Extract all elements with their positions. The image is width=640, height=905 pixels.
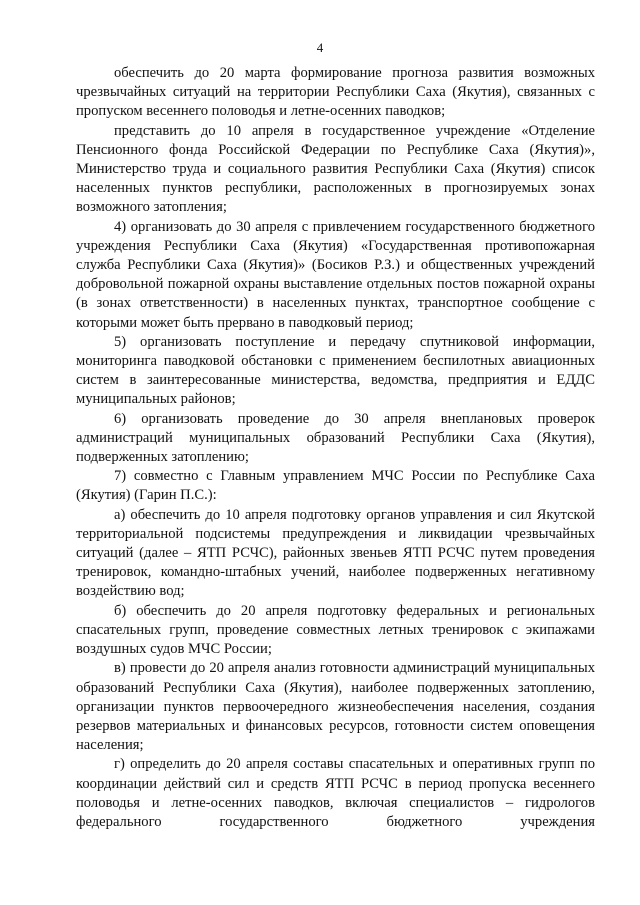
paragraph-item-6-inspections: 6) организовать проведение до 30 апреля внеплановых проверок администраций муниципальных образований Республики Саха (Якутия), подверженных затоплению; — [76, 410, 595, 466]
paragraph-subitem-g-operational-groups: г) определить до 20 апреля составы спасательных и оперативных групп по координации действий сил и средств ЯТП РСЧС в период пропуска весеннего половодья и летне-осенних паводков, включая специалистов – гидрологов федерального государственного бюджетного учреждения — [76, 756, 595, 830]
page-number: 4 — [316, 40, 324, 55]
paragraph-subitem-v-readiness: в) провести до 20 апреля анализ готовности администраций муниципальных образований Республики Саха (Якутия), наиболее подверженных затоплению, организации пунктов первоочередного жизнеобеспечения населения, создания резервов материальных и финансовых ресурсов, готовности систем оповещения населения; — [76, 660, 595, 754]
paragraph-subitem-a-training: а) обеспечить до 10 апреля подготовку органов управления и сил Якутской территориальной подсистемы предупреждения и ликвидации чрезвычайных ситуаций (далее – ЯТП РСЧС), районных звеньев ЯТП РСЧС путем проведения тренировок, командно-штабных учений, наиболее подверженных негативному воздействию вод; — [76, 506, 595, 600]
document-body — [76, 64, 595, 832]
paragraph-subitem-b-rescue-groups: б) обеспечить до 20 апреля подготовку федеральных и региональных спасательных групп, проведение совместных летных тренировок с экипажами воздушных судов МЧС России; — [76, 602, 595, 658]
paragraph-item-7-joint-actions: 7) совместно с Главным управлением МЧС России по Республике Саха (Якутия) (Гарин П.С.): — [76, 468, 595, 504]
paragraph-settlement-list: представить до 10 апреля в государственное учреждение «Отделение Пенсионного фонда Российской Федерации по Республике Саха (Якутия)», Министерство труда и социального развития Республики Саха (Якутия) список населенных пунктов республики, расположенных в прогнозируемых зонах возможного затопления; — [76, 122, 595, 216]
paragraph-forecast: обеспечить до 20 марта формирование прогноза развития возможных чрезвычайных ситуаций на территории Республики Саха (Якутия), связанных с пропуском весеннего половодья и летне-осенних паводков; — [76, 65, 595, 120]
paragraph-item-4-fire-posts: 4) организовать до 30 апреля с привлечением государственного бюджетного учреждения Республики Саха (Якутия) «Государственная противопожарная служба Республики Саха (Якутия)» (Босиков Р.З.) и общественных учреждений добровольной пожарной охраны выставление отдельных постов пожарной охраны (в зонах ответственности) в населенных пунктах, транспортное сообщение с которыми может быть прервано в паводковый период; — [76, 218, 595, 331]
paragraph-item-5-satellite-info: 5) организовать поступление и передачу спутниковой информации, мониторинга паводковой обстановки с применением беспилотных авиационных систем в заинтересованные министерства, ведомства, предприятия и ЕДДС муниципальных районов; — [76, 333, 595, 408]
